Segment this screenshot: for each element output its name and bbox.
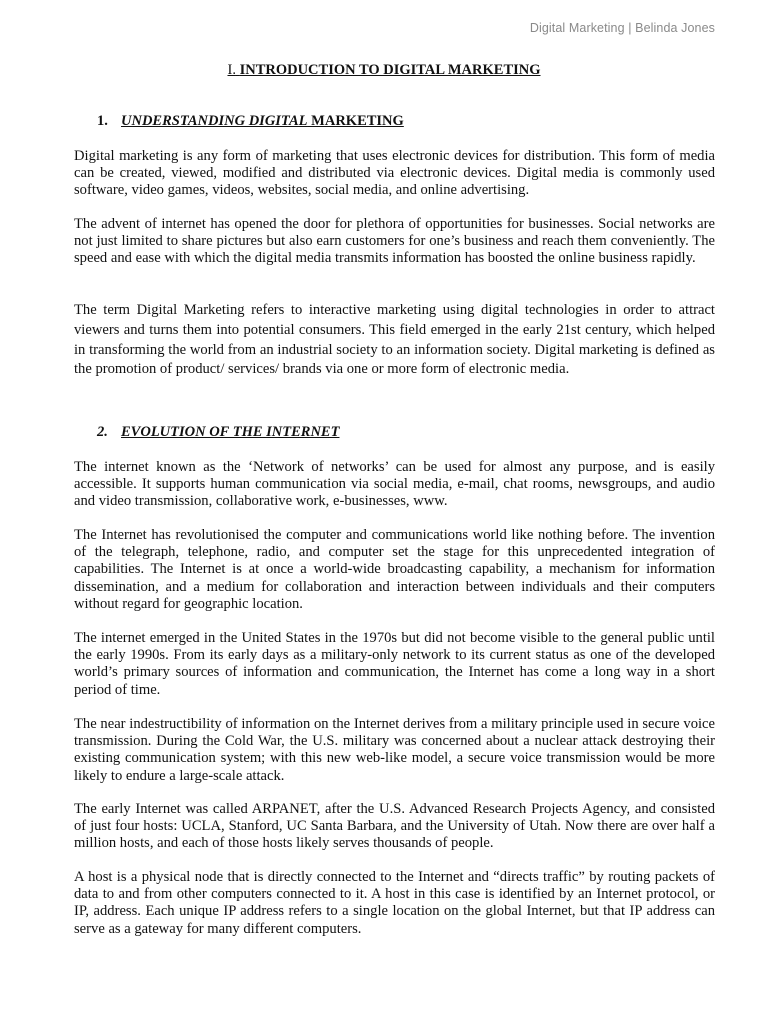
paragraph: The early Internet was called ARPANET, after the U.S. Advanced Research Projects Agency, and consisted of just four hosts: UCLA, Stanford, UC Santa Barbara, and the University of Utah. Now there are over half a million hosts, and each of those hosts likely serves thousands of people. xyxy=(74,801,715,852)
section-title-rest: MARKETING xyxy=(307,113,404,129)
section-number: 2. xyxy=(97,424,108,440)
chapter-title-text: INTRODUCTION TO DIGITAL MARKETING xyxy=(239,62,541,78)
chapter-number: I. xyxy=(227,62,236,78)
paragraph: The near indestructibility of information on the Internet derives from a military principle used in secure voice transmission. During the Cold War, the U.S. military was concerned about a nuclear attack destroying their existing communication system; with this new web-like model, a secure voice transmission would be more likely to endure a large-scale attack. xyxy=(74,716,715,784)
section-heading-evolution xyxy=(97,424,339,441)
section-title-italic: UNDERSTANDING DIGITAL xyxy=(121,113,308,129)
paragraph: The internet known as the ‘Network of networks’ can be used for almost any purpose, and is easily accessible. It supports human communication via social media, e-mail, chat rooms, newsgroups, and audio and video transmission, collaborative work, e-businesses, www. xyxy=(74,459,715,510)
paragraph: The term Digital Marketing refers to interactive marketing using digital technologies in order to attract viewers and turns them into potential consumers. This field emerged in the early 21st century, which helped in transforming the world from an industrial society to an information society. Digital marketing is defined as the promotion of product/ services/ brands via one or more form of electronic media. xyxy=(74,302,715,378)
paragraph: The Internet has revolutionised the computer and communications world like nothing before. The invention of the telegraph, telephone, radio, and computer set the stage for this unprecedented integration of capabilities. The Internet is at once a world-wide broadcasting capability, a mechanism for information dissemination, and a medium for collaboration and interaction between individuals and their computers without regard for geographic location. xyxy=(74,527,715,612)
section-heading-understanding xyxy=(97,113,404,130)
section-title-italic: EVOLUTION OF THE INTERNET xyxy=(121,424,340,440)
running-header: Digital Marketing | Belinda Jones xyxy=(529,21,715,35)
paragraph: The advent of internet has opened the door for plethora of opportunities for businesses. Social networks are not just limited to share pictures but also earn customers for one’s business and reach them conveniently. The speed and ease with which the digital media transmits information has boosted the online business rapidly. xyxy=(74,216,715,267)
chapter-title xyxy=(0,62,768,79)
paragraph: Digital marketing is any form of marketing that uses electronic devices for distribution. This form of media can be created, viewed, modified and distributed via electronic devices. Digital media is commonly used software, video games, videos, websites, social media, and online advertising. xyxy=(74,148,715,199)
paragraph: The internet emerged in the United States in the 1970s but did not become visible to the general public until the early 1990s. From its early days as a military-only network to its current status as one of the developed world’s primary sources of information and communication, the Internet has come a long way in a short period of time. xyxy=(74,630,715,698)
section-number: 1. xyxy=(97,113,108,129)
paragraph: A host is a physical node that is directly connected to the Internet and “directs traffic” by routing packets of data to and from other computers connected to it. A host in this case is identified by an Internet protocol, or IP, address. Each unique IP address refers to a single location on the global Internet, but that IP address can serve as a gateway for many different computers. xyxy=(74,869,715,937)
